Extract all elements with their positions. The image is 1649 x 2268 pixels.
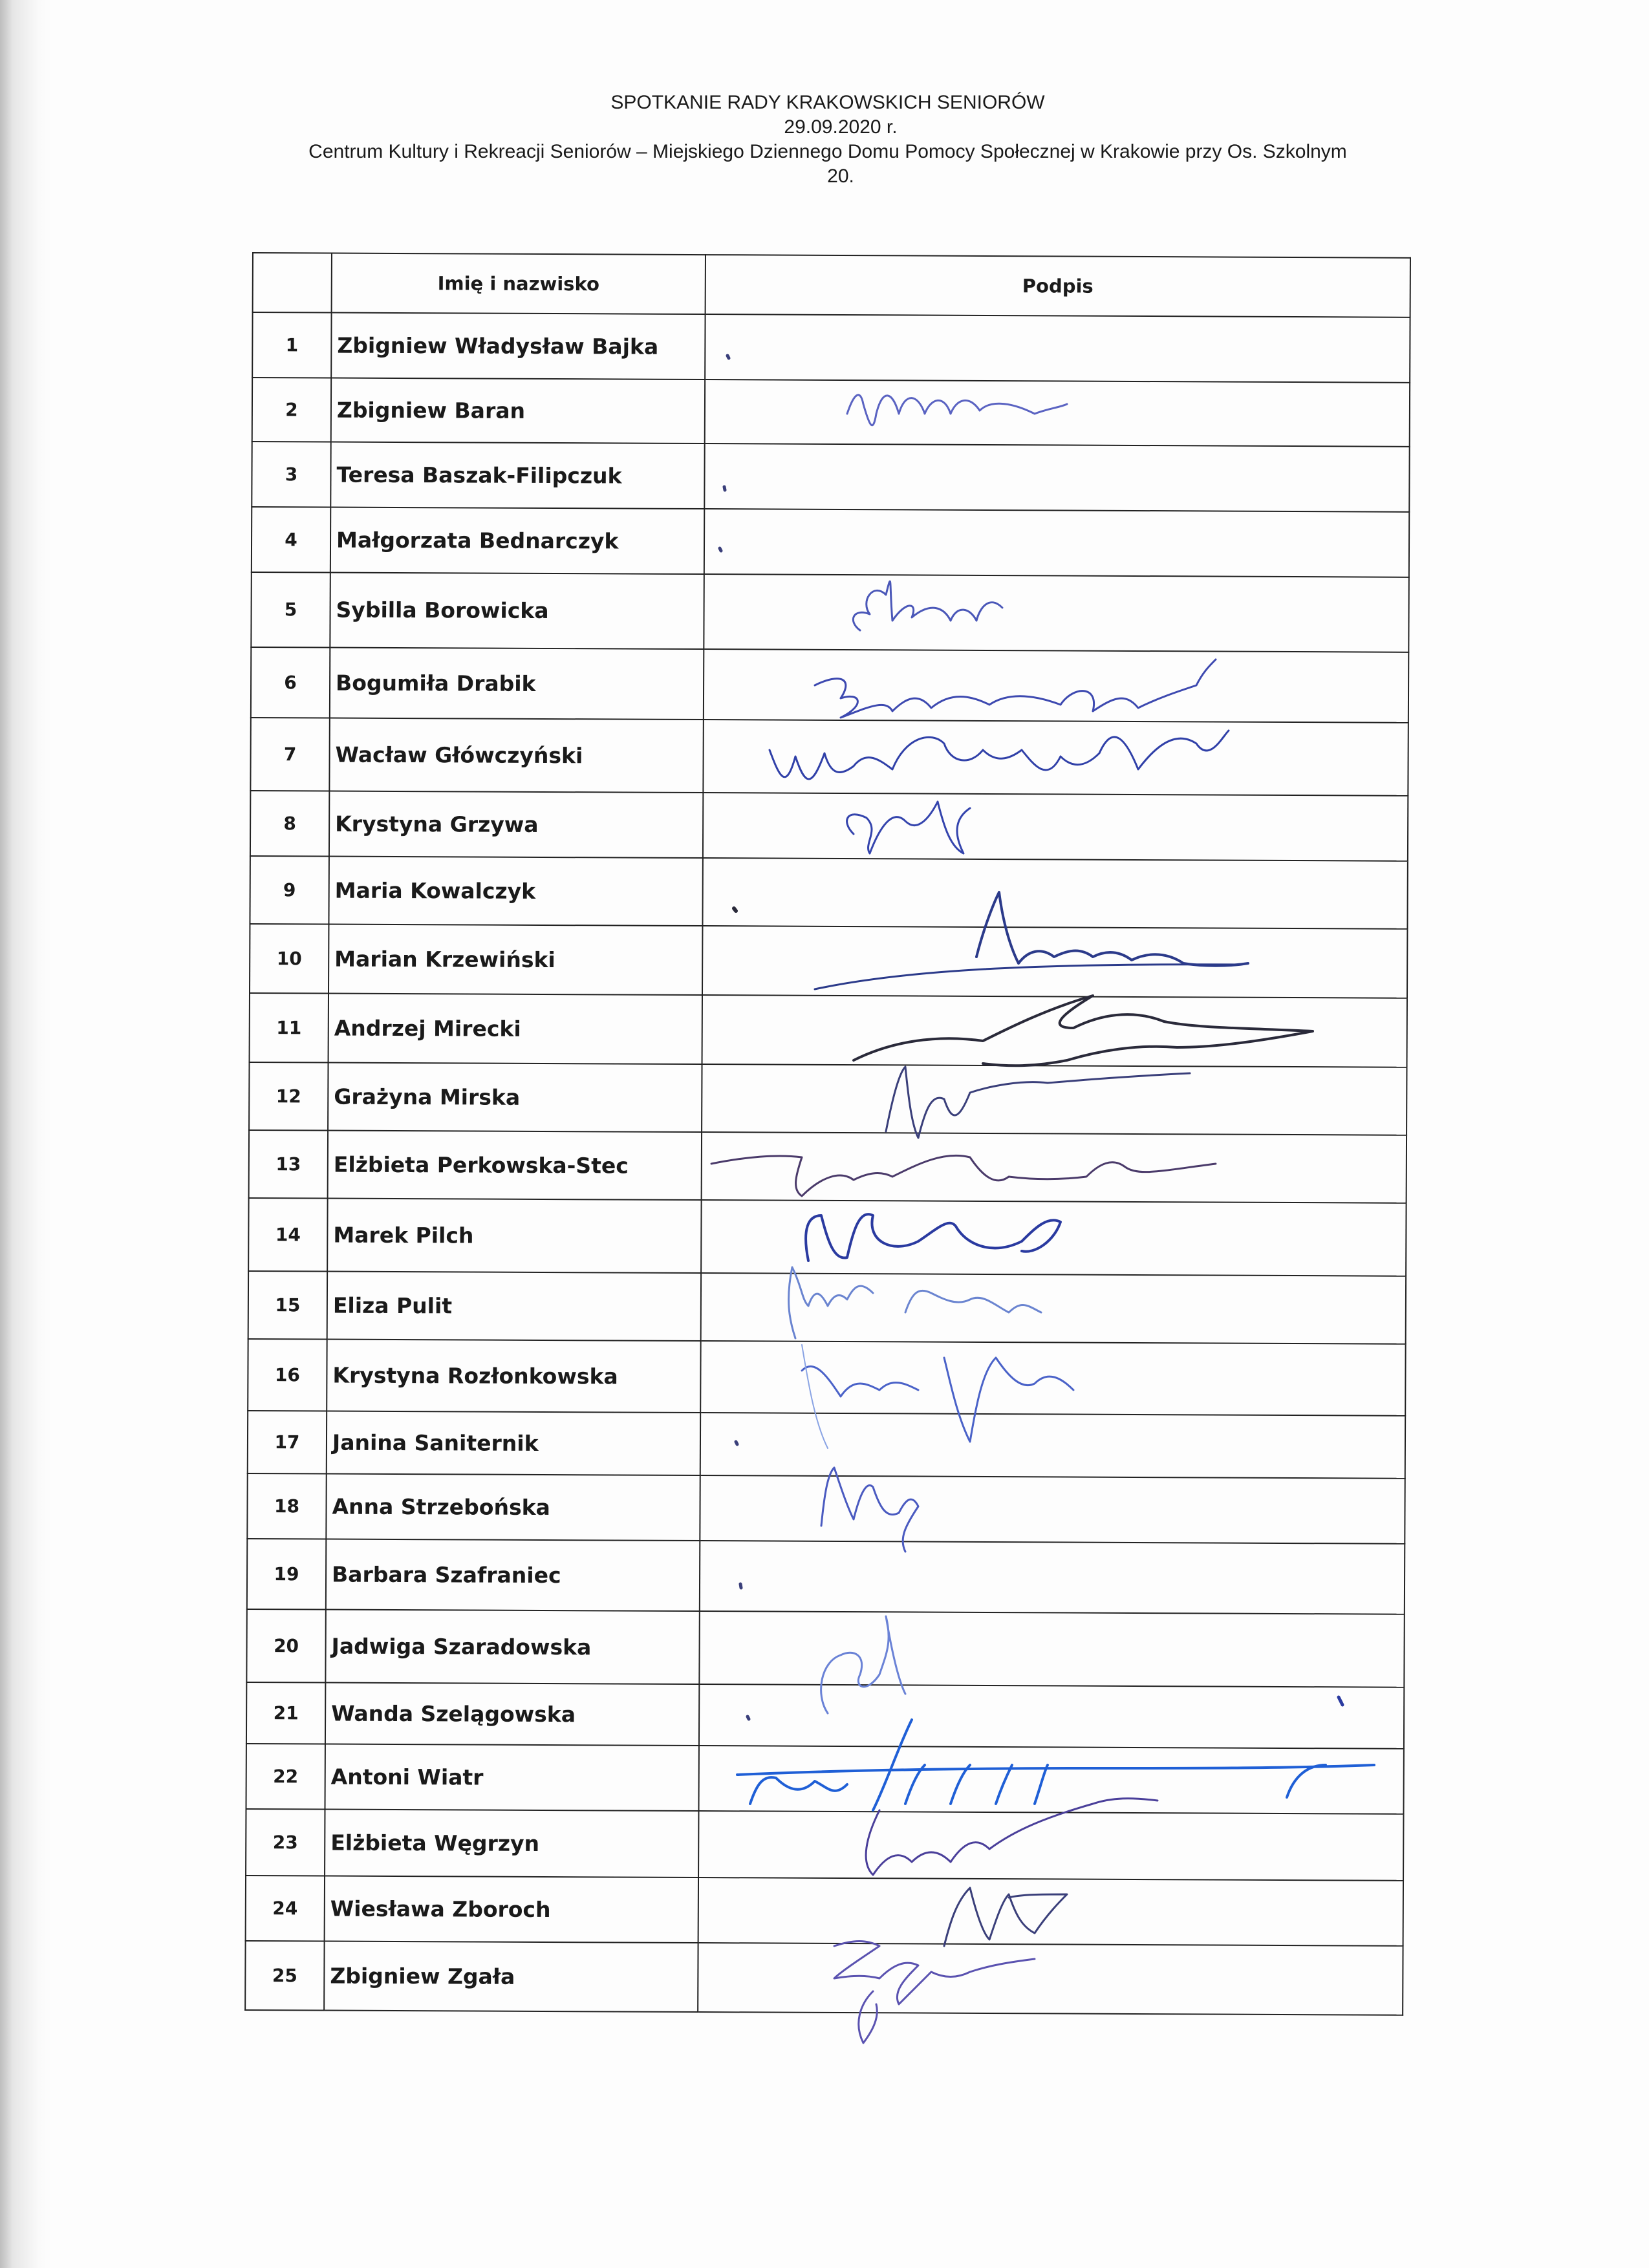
meeting-location: Centrum Kultury i Rekreacji Seniorów – Miejskiego Dziennego Domu Pomocy Społecznej w Krakowie przy Os. Szkolnym [308,141,1347,162]
table-row [252,507,1409,577]
attendee-name: Anna Strzebońska [326,1473,700,1540]
attendee-name: Andrzej Mirecki [329,993,702,1064]
table-body [245,312,1410,2015]
attendee-name: Jadwiga Szaradowska [325,1609,699,1684]
row-number: 11 [250,993,329,1063]
attendee-name: Małgorzata Bednarczyk [330,507,704,573]
attendee-name: Elżbieta Węgrzyn [325,1809,698,1877]
table-row [252,378,1410,447]
table-row [248,1339,1405,1416]
signature-cell [698,1811,1403,1881]
row-number: 9 [250,856,329,925]
signature-cell [704,444,1409,512]
row-number: 18 [247,1473,326,1539]
table-row [249,1130,1406,1203]
header-number-cell [253,253,332,313]
attendee-name: Wanda Szelągowska [325,1683,699,1746]
table-row [248,1411,1405,1479]
row-number: 14 [248,1198,327,1272]
row-number: 10 [250,924,329,994]
signature-cell [702,995,1407,1067]
table-row [246,1744,1403,1814]
attendee-name: Zbigniew Zgała [324,1941,698,2012]
row-number: 5 [251,572,330,648]
row-number: 3 [252,442,330,507]
attendee-name: Barbara Szafraniec [326,1539,700,1611]
row-number: 15 [248,1271,327,1340]
row-number: 4 [252,507,330,572]
attendance-table [244,252,1411,2016]
table-row [251,572,1408,652]
table-row [250,924,1407,998]
table-row [252,442,1409,512]
attendee-name: Eliza Pulit [327,1272,701,1342]
row-number: 1 [252,312,331,378]
signature-cell [705,380,1410,447]
signature-cell [700,1541,1405,1614]
signature-cell [702,1132,1406,1203]
row-number: 2 [252,378,331,442]
meeting-title: SPOTKANIE RADY KRAKOWSKICH SENIORÓW [610,92,1045,113]
attendee-name: Marian Krzewiński [329,924,702,995]
attendee-name: Zbigniew Władysław Bajka [331,313,705,380]
row-number: 16 [248,1339,327,1411]
table-row [250,993,1407,1067]
meeting-location-cont: 20. [827,166,854,187]
attendee-name: Bogumiła Drabik [330,647,704,720]
row-number: 8 [250,791,329,856]
scan-edge-shadow [0,0,52,2268]
signature-cell [701,1273,1406,1344]
meeting-date: 29.09.2020 r. [784,116,898,138]
table-row [252,312,1410,383]
table-row [248,1271,1406,1344]
signature-cell [702,1064,1406,1135]
table-row [246,1809,1403,1881]
attendee-name: Janina Saniternik [327,1411,700,1475]
table-row [246,1682,1404,1749]
signature-cell [705,314,1410,383]
signature-cell [700,1475,1405,1544]
table-row [250,718,1408,796]
row-number: 17 [248,1411,327,1473]
attendee-name: Grażyna Mirska [328,1062,702,1132]
table-row [246,1876,1403,1946]
attendee-name: Wiesława Zboroch [325,1876,698,1942]
signature-cell [700,1341,1405,1416]
signature-cell [698,1943,1403,2015]
signature-cell [702,926,1407,998]
table-row [245,1941,1403,2015]
table-header-row [253,253,1410,317]
table-row [246,1609,1404,1687]
attendee-name: Maria Kowalczyk [329,856,702,926]
row-number: 23 [246,1809,325,1876]
header-name-cell: Imię i nazwisko [332,253,706,315]
header-signature-cell: Podpis [706,255,1410,317]
table-row [251,647,1408,723]
attendee-name: Krystyna Rozłonkowska [327,1339,700,1413]
attendee-name: Elżbieta Perkowska-Stec [328,1130,702,1200]
row-number: 13 [249,1130,328,1199]
attendee-name: Wacław Główczyński [329,718,703,793]
signature-cell [702,858,1407,929]
row-number: 25 [245,1941,324,2011]
attendee-name: Marek Pilch [327,1198,701,1273]
signature-cell [703,793,1408,861]
document-header [246,91,1410,189]
row-number: 21 [246,1682,325,1744]
attendee-name: Krystyna Grzywa [329,791,703,858]
signature-cell [699,1611,1404,1687]
row-number: 22 [246,1744,325,1809]
attendee-name: Teresa Baszak-Filipczuk [330,442,704,508]
signature-cell [701,1200,1406,1276]
attendee-name: Zbigniew Baran [331,378,705,443]
table-row [249,1062,1406,1135]
signature-cell [704,649,1408,723]
table-row [250,791,1408,861]
signature-cell [704,509,1409,577]
signature-cell [704,574,1408,652]
table-row [248,1198,1406,1276]
signature-cell [698,1746,1403,1814]
signature-cell [700,1413,1405,1479]
row-number: 19 [247,1539,326,1610]
row-number: 12 [249,1062,328,1131]
table-row [250,856,1407,929]
row-number: 20 [246,1609,325,1683]
signature-cell [699,1684,1404,1749]
row-number: 6 [251,647,330,718]
signature-cell [698,1878,1403,1946]
row-number: 24 [246,1876,325,1941]
attendee-name: Antoni Wiatr [325,1744,698,1810]
signature-cell [703,720,1408,796]
table-row [247,1473,1405,1544]
attendee-name: Sybilla Borowicka [330,572,704,649]
table-row [247,1539,1405,1614]
row-number: 7 [250,718,329,791]
